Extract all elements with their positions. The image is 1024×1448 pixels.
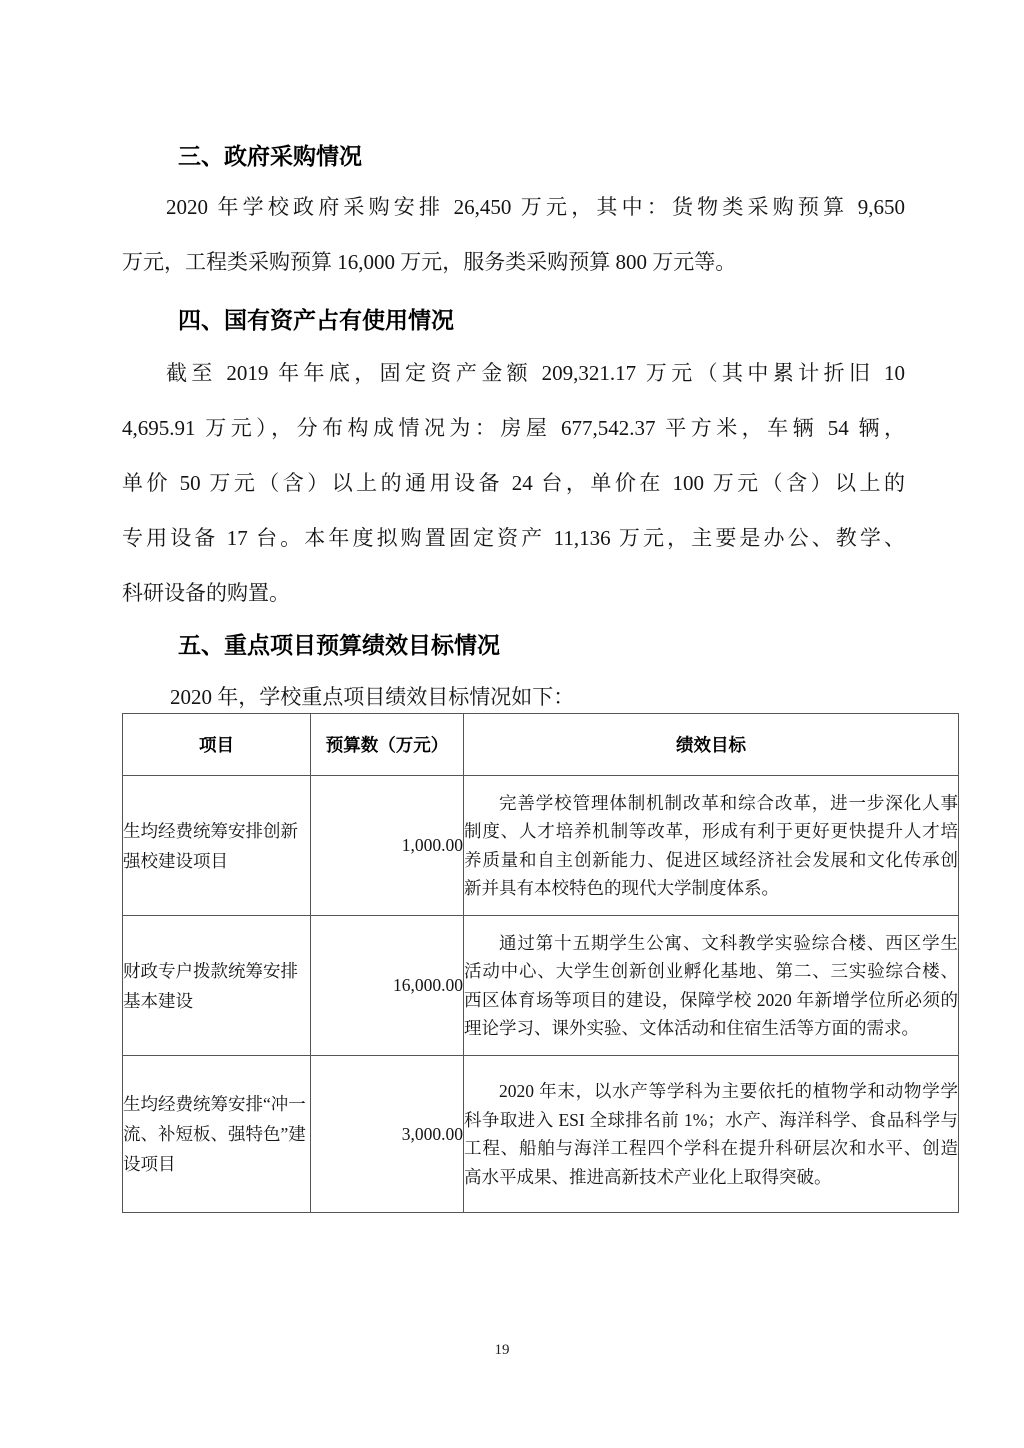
performance-target-cell (464, 916, 959, 1056)
section-heading-state-assets: 四、国有资产占有使用情况 (178, 307, 454, 333)
text-line: 截至 2019 年年底，固定资产金额 209,321.17 万元（其中累计折旧 10 (166, 361, 905, 385)
text-line: 通过第十五期学生公寓、文科教学实验综合楼、西区学生 (499, 932, 958, 953)
project-name-cell: 生均经费统筹安排创新强校建设项目 (123, 776, 311, 916)
table-intro-line: 2020 年，学校重点项目绩效目标情况如下： (170, 685, 575, 709)
column-header-project: 项目 (123, 714, 311, 776)
text-line: 科研设备的购置。 (122, 581, 290, 605)
text-line: 新并具有本校特色的现代大学制度体系。 (464, 878, 779, 898)
text-line: 理论学习、课外实验、文体活动和住宿生活等方面的需求。 (464, 1018, 919, 1038)
table-row (123, 1056, 959, 1213)
section-heading-government-procurement: 三、政府采购情况 (178, 143, 362, 169)
budget-amount-cell: 3,000.00 (311, 1056, 464, 1213)
text-line: 科争取进入 ESI 全球排名前 1%；水产、海洋科学、食品科学与 (464, 1109, 958, 1130)
column-header-performance-target: 绩效目标 (464, 714, 959, 776)
text-line: 工程、船舶与海洋工程四个学科在提升科研层次和水平、创造 (464, 1138, 958, 1158)
project-name-cell: 财政专户拨款统筹安排基本建设 (123, 916, 311, 1056)
section-heading-key-project-performance: 五、重点项目预算绩效目标情况 (178, 632, 500, 658)
table-header-row (123, 714, 959, 776)
performance-target-cell (464, 1056, 959, 1213)
performance-target-cell (464, 776, 959, 916)
text-line: 2020 年学校政府采购安排 26,450 万元，其中：货物类采购预算 9,650 (166, 195, 905, 219)
text-line: 西区体育场等项目的建设，保障学校 2020 年新增学位所必须的 (464, 989, 958, 1010)
column-header-budget: 预算数（万元） (311, 714, 464, 776)
text-line: 制度、人才培养机制等改革，形成有利于更好更快提升人才培 (464, 821, 958, 841)
text-line: 完善学校管理体制机制改革和综合改革，进一步深化人事 (499, 792, 958, 813)
text-line: 养质量和自主创新能力、促进区域经济社会发展和文化传承创 (464, 849, 958, 870)
table-row (123, 916, 959, 1056)
table-row (123, 776, 959, 916)
text-line: 专用设备 17 台。本年度拟购置固定资产 11,136 万元，主要是办公、教学、 (122, 526, 905, 550)
budget-amount-cell: 1,000.00 (311, 776, 464, 916)
text-line: 4,695.91 万元），分布构成情况为：房屋 677,542.37 平方米，车辆 54 辆， (122, 416, 905, 440)
paragraph-state-assets (122, 346, 905, 621)
budget-amount-cell: 16,000.00 (311, 916, 464, 1056)
performance-target-table (122, 713, 959, 1213)
text-line: 万元，工程类采购预算 16,000 万元，服务类采购预算 800 万元等。 (122, 250, 737, 274)
text-line: 高水平成果、推进高新技术产业化上取得突破。 (464, 1166, 832, 1187)
page-number: 19 (494, 1342, 510, 1358)
project-name-cell: 生均经费统筹安排“冲一流、补短板、强特色”建设项目 (123, 1056, 311, 1213)
text-line: 2020 年末，以水产等学科为主要依托的植物学和动物学学 (499, 1081, 958, 1101)
paragraph-government-procurement (122, 180, 905, 290)
text-line: 活动中心、大学生创新创业孵化基地、第二、三实验综合楼、 (464, 961, 958, 981)
text-line: 单价 50 万元（含）以上的通用设备 24 台，单价在 100 万元（含）以上的 (122, 471, 905, 495)
